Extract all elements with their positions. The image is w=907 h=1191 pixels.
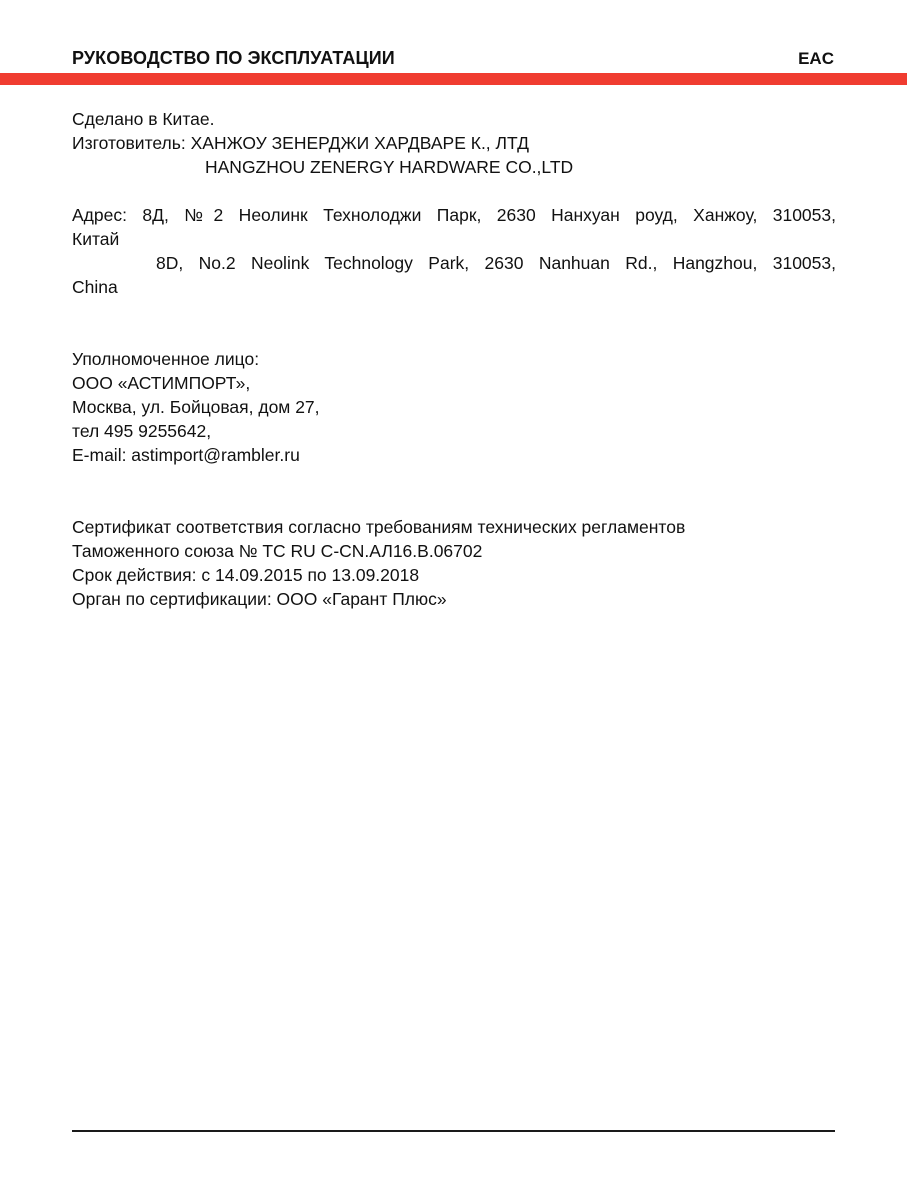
address-section [72, 203, 836, 299]
address-ru-line1: Адрес: 8Д, №2 Неолинк Технолоджи Парк, 2630 Нанхуан роуд, Ханжоу, 310053, [72, 205, 836, 225]
authorized-email: E-mail: astimport@rambler.ru [72, 445, 300, 465]
page-title: РУКОВОДСТВО ПО ЭКСПЛУАТАЦИИ [72, 48, 395, 68]
address-en-line2: China [72, 277, 118, 297]
certificate-line1: Сертификат соответствия согласно требованиям технических регламентов [72, 517, 686, 537]
origin-text: Сделано в Китае. [72, 109, 215, 129]
header-accent-bar [0, 73, 907, 85]
footer-rule [72, 1130, 835, 1132]
address-ru-line2: Китай [72, 229, 120, 249]
authorized-phone: тел 495 9255642, [72, 421, 212, 441]
document-body [72, 107, 836, 611]
manufacturer-label: Изготовитель: [72, 133, 186, 153]
certificate-line2: Таможенного союза № ТС RU C-CN.АЛ16.В.06702 [72, 541, 483, 561]
manufacturer-name-ru: ХАНЖОУ ЗЕНЕРДЖИ ХАРДВАРЕ К., ЛТД [190, 133, 529, 153]
manufacturer-line [72, 131, 836, 155]
authorized-address: Москва, ул. Бойцовая, дом 27, [72, 397, 320, 417]
eac-mark: EAC [798, 49, 834, 68]
page-header [0, 0, 907, 86]
authorized-label: Уполномоченное лицо: [72, 349, 260, 369]
manufacturer-section [72, 107, 836, 179]
certificate-section [72, 515, 836, 611]
certification-body: Орган по сертификации: ООО «Гарант Плюс» [72, 589, 447, 609]
address-en-line1: 8D, No.2 Neolink Technology Park, 2630 Nanhuan Rd., Hangzhou, 310053, [156, 253, 836, 273]
authorized-section [72, 347, 836, 467]
manufacturer-name-en: HANGZHOU ZENERGY HARDWARE CO.,LTD [205, 157, 574, 177]
certificate-validity: Срок действия: с 14.09.2015 по 13.09.2018 [72, 565, 420, 585]
authorized-company: ООО «АСТИМПОРТ», [72, 373, 251, 393]
